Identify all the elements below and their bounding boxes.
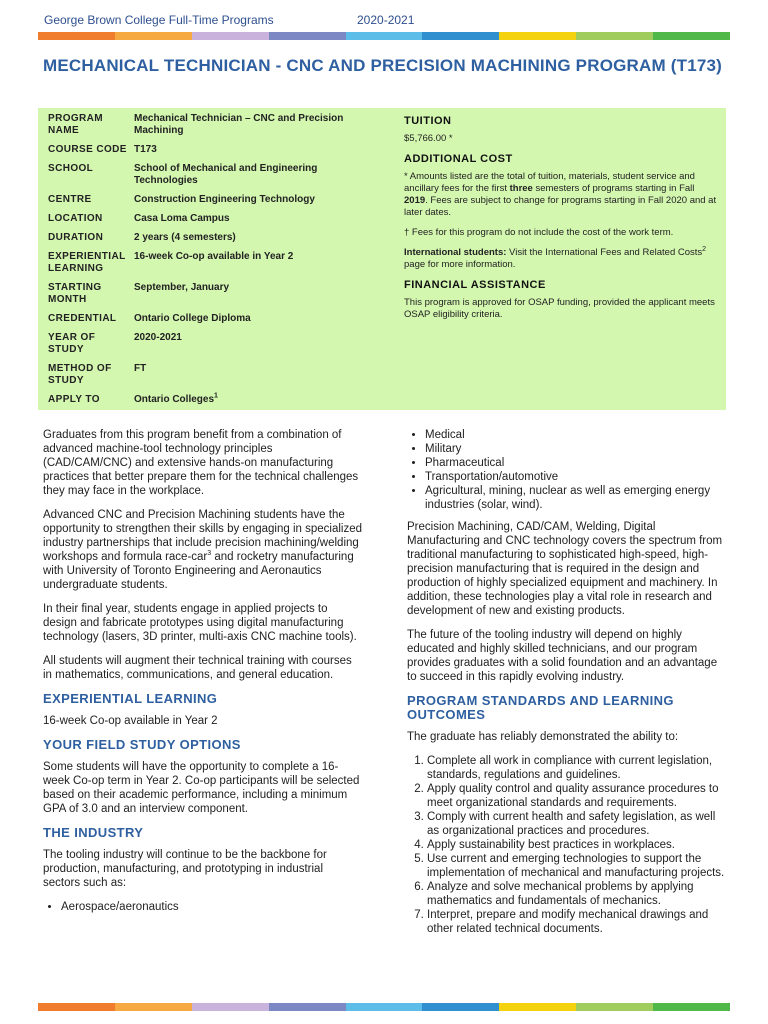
work-term-note: † Fees for this program do not include the cost of the work term.: [404, 227, 674, 238]
stripe-segment: [38, 1003, 115, 1011]
stripe-segment: [269, 1003, 346, 1011]
info-value: 2 years (4 semesters): [134, 232, 236, 243]
list-item: • Medical: [425, 428, 727, 442]
future-paragraph: The future of the tooling industry will depend on highly educated and highly skilled technicians, and our program provides graduates with a solid foundation and an advantage to succeed in this rapidly evolving industry.: [407, 629, 718, 683]
info-value: Ontario College Diploma: [134, 313, 251, 324]
industry-list-left: [43, 900, 363, 914]
list-item: • Pharmaceutical: [425, 456, 727, 470]
info-label: CREDENTIAL: [48, 313, 117, 324]
fee-note: * Amounts listed are the total of tuition, materials, student service and ancillary fees for the first three semesters of programs starting in Fall 2019. Fees are subject to change for programs starting in Fall 2020 and at later dates.: [404, 171, 717, 218]
info-label: YEAR OF STUDY: [48, 332, 96, 355]
list-item: 7. Interpret, prepare and modify mechanical drawings and other related technical documents.: [427, 908, 727, 936]
program-standards-heading: PROGRAM STANDARDS AND LEARNING OUTCOMES: [407, 693, 674, 722]
program-info-table: [48, 113, 354, 413]
intro-paragraph: Graduates from this program benefit from a combination of advanced machine-tool technology principles (CAD/CAM/CNC) and extensive hands-on manufacturing practices that better prepare them for the technical challenges they may face in the workplace.: [43, 429, 359, 497]
list-item: • Transportation/automotive: [425, 470, 727, 484]
stripe-segment: [422, 1003, 499, 1011]
academic-year: 2020-2021: [357, 13, 415, 27]
info-value: School of Mechanical and Engineering Technologies: [134, 163, 318, 186]
info-label: COURSE CODE: [48, 144, 127, 155]
field-study-text: Some students will have the opportunity to complete a 16-week Co-op term in Year 2. Co-op participants will be selected based on their academic performance, including a minimum GPA of 3.0 and an interview component.: [43, 761, 360, 815]
stripe-segment: [269, 32, 346, 40]
stripe-segment: [653, 32, 730, 40]
info-label: DURATION: [48, 232, 104, 243]
stripe-segment: [653, 1003, 730, 1011]
stripe-segment: [499, 1003, 576, 1011]
right-column: [407, 428, 727, 936]
info-label: APPLY TO: [48, 394, 100, 405]
info-value: Mechanical Technician – CNC and Precision Machining: [134, 113, 344, 136]
financial-assistance-heading: FINANCIAL ASSISTANCE: [404, 279, 546, 291]
stripe-segment: [422, 32, 499, 40]
info-row: [48, 251, 354, 282]
industry-heading: THE INDUSTRY: [43, 825, 144, 840]
color-stripe-bottom: [38, 1003, 730, 1011]
info-row: [48, 194, 354, 213]
list-item: 6. Analyze and solve mechanical problems by applying mathematics and fundamentals of mechanics.: [427, 880, 727, 908]
standards-intro: The graduate has reliably demonstrated the ability to:: [407, 731, 679, 743]
info-label: METHOD OF STUDY: [48, 363, 112, 386]
stripe-segment: [192, 1003, 269, 1011]
info-label: PROGRAM NAME: [48, 113, 104, 136]
financial-assistance-text: This program is approved for OSAP funding, provided the applicant meets OSAP eligibility criteria.: [404, 297, 715, 320]
info-value: September, January: [134, 282, 230, 293]
additional-cost-heading: ADDITIONAL COST: [404, 153, 513, 165]
info-row: [48, 394, 354, 413]
info-value: T173: [134, 144, 157, 155]
info-row: [48, 213, 354, 232]
info-label: LOCATION: [48, 213, 103, 224]
info-row: [48, 332, 354, 363]
info-label: SCHOOL: [48, 163, 94, 174]
list-item: • Agricultural, mining, nuclear as well as emerging energy industries (solar, wind).: [425, 484, 727, 512]
list-item: 2. Apply quality control and quality assurance procedures to meet organizational standards and requirements.: [427, 782, 727, 810]
augment-paragraph: All students will augment their technical training with courses in mathematics, communications, and general education.: [43, 655, 352, 681]
stripe-segment: [346, 1003, 423, 1011]
info-value: Ontario Colleges$^1$: [134, 392, 218, 405]
info-label: STARTING MONTH: [48, 282, 102, 305]
stripe-segment: [38, 32, 115, 40]
tuition-section: [404, 115, 720, 329]
stripe-segment: [115, 32, 192, 40]
industry-list-right: [407, 428, 727, 512]
info-value: 2020-2021: [134, 332, 182, 343]
stripe-segment: [576, 1003, 653, 1011]
stripe-segment: [576, 32, 653, 40]
list-item: 3. Comply with current health and safety legislation, as well as organizational practices and procedures.: [427, 810, 727, 838]
learning-outcomes-list: [407, 754, 727, 936]
field-study-heading: YOUR FIELD STUDY OPTIONS: [43, 737, 241, 752]
info-value: 16-week Co-op available in Year 2: [134, 251, 294, 262]
tuition-amount: $5,766.00 *: [404, 133, 453, 144]
program-title: MECHANICAL TECHNICIAN - CNC AND PRECISION MACHINING PROGRAM (T173): [43, 56, 723, 75]
info-row: [48, 282, 354, 313]
international-note: International students: Visit the International Fees and Related Costs$^2$ page for more information.: [404, 245, 707, 270]
color-stripe-top: [38, 32, 730, 40]
experiential-learning-text: 16-week Co-op available in Year 2: [43, 715, 218, 727]
info-value: Casa Loma Campus: [134, 213, 230, 224]
technology-paragraph: Precision Machining, CAD/CAM, Welding, Digital Manufacturing and CNC technology covers the spectrum from traditional manufacturing to sophisticated high-speed, high-precision manufacturing that is required in the design and production of highly specialized equipment and machinery. In addition, these technologies play a vital role in research and development of new and existing products.: [407, 521, 723, 617]
stripe-segment: [192, 32, 269, 40]
left-column: [43, 428, 363, 922]
list-item: • Aerospace/aeronautics: [61, 900, 363, 914]
list-item: 5. Use current and emerging technologies to support the implementation of mechanical and manufacturing projects.: [427, 852, 727, 880]
info-row: [48, 113, 354, 144]
info-row: [48, 144, 354, 163]
list-item: 1. Complete all work in compliance with current legislation, standards, regulations and guidelines.: [427, 754, 727, 782]
info-row: [48, 163, 354, 194]
industry-text: The tooling industry will continue to be the backbone for production, manufacturing, and prototyping in industrial sectors such as:: [43, 849, 327, 889]
program-info-panel: [38, 108, 726, 410]
final-year-paragraph: In their final year, students engage in applied projects to design and fabricate prototypes using digital manufacturing technology (lasers, 3D printer, multi-axis CNC machine tools).: [43, 603, 357, 643]
info-value: FT: [134, 363, 147, 374]
stripe-segment: [499, 32, 576, 40]
tuition-heading: TUITION: [404, 115, 452, 127]
list-item: • Military: [425, 442, 727, 456]
partnerships-paragraph: Advanced CNC and Precision Machining students have the opportunity to strengthen their skills by engaging in specialized industry partnerships that include precision machining/welding workshops and formula race-car$^3$ and rocketry manufacturing with University of Toronto Engineering and Aeronautics undergraduate students.: [43, 509, 362, 591]
college-header: George Brown College Full-Time Programs: [44, 13, 274, 27]
info-value: Construction Engineering Technology: [134, 194, 315, 205]
info-label: CENTRE: [48, 194, 92, 205]
experiential-learning-heading: EXPERIENTIAL LEARNING: [43, 691, 218, 706]
info-label: EXPERIENTIAL LEARNING: [48, 251, 126, 274]
list-item: 4. Apply sustainability best practices in workplaces.: [427, 838, 727, 852]
info-row: [48, 232, 354, 251]
stripe-segment: [346, 32, 423, 40]
info-row: [48, 313, 354, 332]
stripe-segment: [115, 1003, 192, 1011]
info-row: [48, 363, 354, 394]
